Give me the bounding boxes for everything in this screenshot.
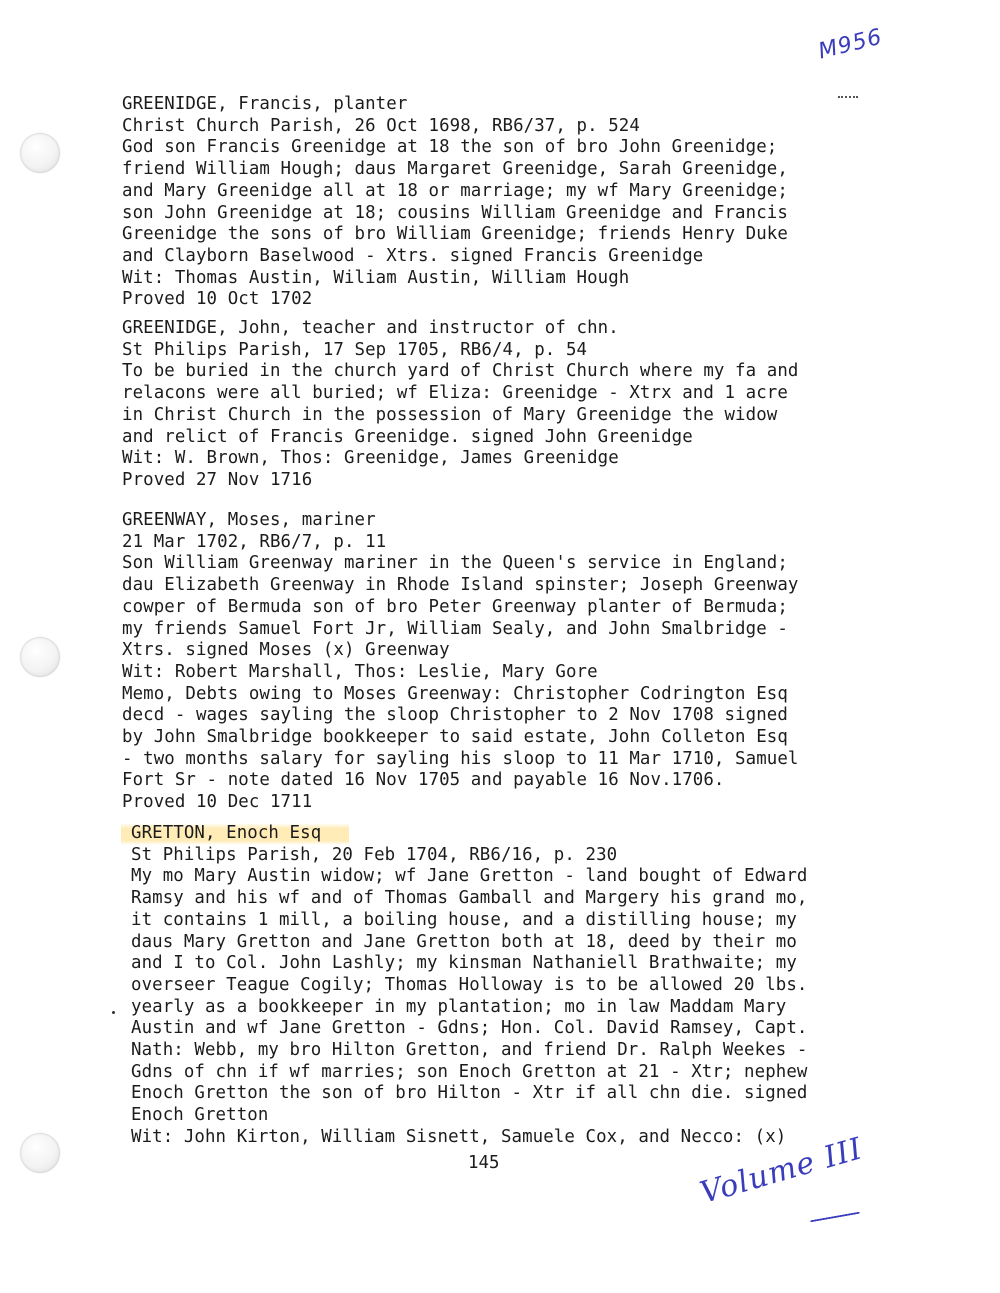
entry-heading: GREENWAY, Moses, mariner	[122, 510, 376, 530]
entry-line: Fort Sr - note dated 16 Nov 1705 and payable 16 Nov.1706.	[122, 770, 725, 791]
entry-line: my friends Samuel Fort Jr, William Sealy, and John Smalbridge -	[122, 618, 788, 639]
entry-line: St Philips Parish, 20 Feb 1704, RB6/16, p. 230	[131, 844, 618, 865]
entry-line: Son William Greenway mariner in the Queen's service in England;	[122, 553, 788, 574]
entry-line: Proved 10 Oct 1702	[122, 289, 313, 310]
entry-line: yearly as a bookkeeper in my plantation; mo in law Maddam Mary	[131, 996, 787, 1017]
page-number: 145	[468, 1153, 500, 1173]
punch-hole-middle	[20, 637, 60, 677]
entry-line: and I to Col. John Lashly; my kinsman Nathaniell Brathwaite; my	[131, 953, 797, 974]
entry-line: and relict of Francis Greenidge. signed John Greenidge	[122, 426, 693, 447]
will-entry-greenidge-francis	[122, 94, 842, 311]
stray-ink-dot	[112, 1011, 115, 1014]
entry-line: Enoch Gretton	[131, 1105, 269, 1126]
handwritten-underline	[810, 1212, 860, 1223]
entry-line: 21 Mar 1702, RB6/7, p. 11	[122, 531, 387, 552]
entry-heading: GREENIDGE, John, teacher and instructor of chn.	[122, 318, 619, 338]
entry-line: in Christ Church in the possession of Mary Greenidge the widow	[122, 404, 778, 425]
will-entry-greenway-moses	[122, 510, 842, 814]
entry-line: Ramsy and his wf and of Thomas Gamball and Margery his grand mo,	[131, 888, 808, 909]
entry-line: and Clayborn Baselwood - Xtrs. signed Francis Greenidge	[122, 245, 704, 266]
entry-heading: GREENIDGE, Francis, planter	[122, 94, 408, 114]
entry-line: Nath: Webb, my bro Hilton Gretton, and friend Dr. Ralph Weekes -	[131, 1040, 808, 1061]
entry-line: Xtrs. signed Moses (x) Greenway	[122, 640, 450, 661]
entry-line: overseer Teague Cogily; Thomas Holloway is to be allowed 20 lbs.	[131, 974, 808, 995]
will-entry-greenidge-john	[122, 318, 842, 492]
entry-line: and Mary Greenidge all at 18 or marriage; my wf Mary Greenidge;	[122, 180, 788, 201]
entry-line: St Philips Parish, 17 Sep 1705, RB6/4, p. 54	[122, 339, 588, 360]
entry-line: Proved 27 Nov 1716	[122, 469, 313, 490]
entry-line: relacons were all buried; wf Eliza: Greenidge - Xtrx and 1 acre	[122, 383, 788, 404]
entry-line: Austin and wf Jane Gretton - Gdns; Hon. Col. David Ramsey, Capt.	[131, 1018, 808, 1039]
entry-line: Wit: Thomas Austin, Wiliam Austin, William Hough	[122, 267, 630, 288]
entry-line: Proved 10 Dec 1711	[122, 792, 313, 813]
will-entry-gretton-enoch	[131, 823, 851, 1149]
punch-hole-bottom	[20, 1133, 60, 1173]
handwritten-corner-note: M956	[815, 24, 886, 65]
entry-line: Wit: W. Brown, Thos: Greenidge, James Greenidge	[122, 448, 619, 469]
entry-line: it contains 1 mill, a boiling house, and a distilling house; my	[131, 909, 797, 930]
entry-line: daus Mary Gretton and Jane Gretton both at 18, deed by their mo	[131, 931, 797, 952]
handwritten-volume-note: Volume III	[696, 1131, 867, 1211]
entry-line: Enoch Gretton the son of bro Hilton - Xtr if all chn die. signed	[131, 1083, 808, 1104]
entry-line: Memo, Debts owing to Moses Greenway: Christopher Codrington Esq	[122, 683, 788, 704]
entry-line: God son Francis Greenidge at 18 the son of bro John Greenidge;	[122, 137, 778, 158]
entry-line: dau Elizabeth Greenway in Rhode Island spinster; Joseph Greenway	[122, 575, 799, 596]
entry-line: friend William Hough; daus Margaret Greenidge, Sarah Greenidge,	[122, 159, 788, 180]
entry-line: Wit: Robert Marshall, Thos: Leslie, Mary Gore	[122, 661, 598, 682]
entry-line: Christ Church Parish, 26 Oct 1698, RB6/37, p. 524	[122, 115, 640, 136]
entry-line: My mo Mary Austin widow; wf Jane Gretton - land bought of Edward	[131, 866, 808, 887]
entry-line: son John Greenidge at 18; cousins William Greenidge and Francis	[122, 202, 788, 223]
punch-hole-top	[20, 133, 60, 173]
entry-heading-highlighted: GRETTON, Enoch Esq	[121, 823, 349, 845]
entry-line: - two months salary for sayling his sloop to 11 Mar 1710, Samuel	[122, 748, 799, 769]
entry-line: by John Smalbridge bookkeeper to said estate, John Colleton Esq	[122, 727, 788, 748]
entry-line: Gdns of chn if wf marries; son Enoch Gretton at 21 - Xtr; nephew	[131, 1061, 808, 1082]
entry-line: cowper of Bermuda son of bro Peter Greenway planter of Bermuda;	[122, 596, 788, 617]
entry-line: decd - wages sayling the sloop Christopher to 2 Nov 1708 signed	[122, 705, 788, 726]
entry-line: To be buried in the church yard of Christ Church where my fa and	[122, 361, 799, 382]
entry-line: Wit: John Kirton, William Sisnett, Samuele Cox, and Necco: (x)	[131, 1126, 787, 1147]
entry-line: Greenidge the sons of bro William Greenidge; friends Henry Duke	[122, 224, 788, 245]
